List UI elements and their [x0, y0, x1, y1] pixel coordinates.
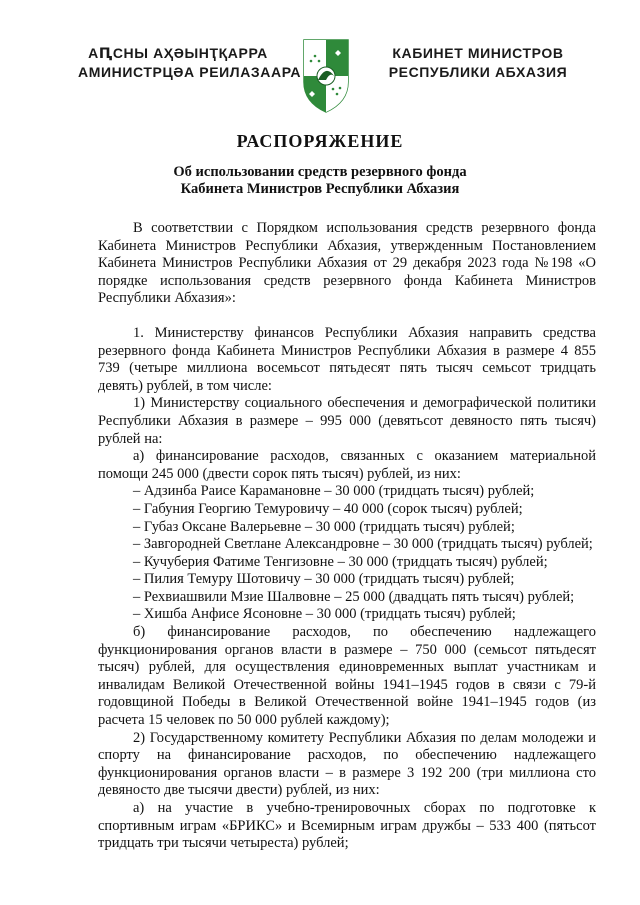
item-1-1-a-paragraph: а) финансирование расходов, связанных с оказанием материальной помощи 245 000 (двести сорок пять тысяч) рублей, из них:	[98, 448, 596, 482]
item-1-2-a-paragraph: а) на участие в учебно-тренировочных сборах по подготовке к спортивным играм «БРИКС» и Всемирным играм дружбы – 533 400 (пятьсот тридцать три тысячи четыреста) рублей;	[98, 800, 596, 852]
item-1-2-paragraph: 2) Государственному комитету Республики Абхазия по делам молодежи и спорту на финансирование расходов, по обеспечению надлежащего функционирования органов власти – в размере 3 192 200 (три миллиона сто девяносто две тысячи двести) рублей, из них:	[98, 729, 596, 799]
recipient-list-item: – Пилия Темуру Шотовичу – 30 000 (тридцать тысяч) рублей;	[98, 571, 596, 589]
header-left-line1: АԤСНЫ АҲӘЫНҬҚАРРА	[88, 45, 268, 61]
item-1-1-b-paragraph: б) финансирование расходов, по обеспечению надлежащего функционирования органов власти в размере – 750 000 (семьсот пятьдесят тысяч) рублей, для осуществления единовременных выплат участникам и инвалидам Великой Отечественной войны 1941–1945 годов в связи с 79-й годовщиной Победы в Великой Отечественной войне 1941–1945 годов (из расчета 15 человек по 50 000 рублей каждому);	[98, 624, 596, 729]
header-right-line1: КАБИНЕТ МИНИСТРОВ	[392, 45, 564, 61]
recipient-list-item: – Габуния Георгию Темуровичу – 40 000 (сорок тысяч) рублей;	[98, 501, 596, 519]
header-left-line2: АМИНИСТРЦӘА РЕИЛАЗААРА	[78, 64, 302, 80]
item-1-1-paragraph: 1) Министерству социального обеспечения и демографической политики Республики Абхазия в размере – 995 000 (девятьсот девяносто пять тысяч) рублей на:	[98, 395, 596, 447]
ministry-header-russian	[378, 44, 578, 82]
document-subtitle	[0, 164, 640, 198]
item-1-paragraph: 1. Министерству финансов Республики Абхазия направить средства резервного фонда Кабинета Министров Республики Абхазия в размере 4 855 739 (четыре миллиона восемьсот пятьдесят пять тысяч семьсот тридцать девять) рублей, в том числе:	[98, 324, 596, 394]
recipient-list-item: – Кучуберия Фатиме Тенгизовне – 30 000 (тридцать тысяч) рублей;	[98, 554, 596, 572]
subtitle-line1: Об использовании средств резервного фонда	[173, 164, 467, 180]
recipient-list-item: – Губаз Оксане Валерьевне – 30 000 (тридцать тысяч) рублей;	[98, 519, 596, 537]
header-right-line2: РЕСПУБЛИКИ АБХАЗИЯ	[388, 64, 568, 80]
recipient-list-item: – Адзинба Раисе Карамановне – 30 000 (тридцать тысяч) рублей;	[98, 483, 596, 501]
coat-of-arms-icon	[300, 36, 352, 114]
recipient-list-item: – Завгородней Светлане Александровне – 30 000 (тридцать тысяч) рублей;	[98, 536, 596, 554]
subtitle-line2: Кабинета Министров Республики Абхазия	[180, 181, 460, 197]
document-title: РАСПОРЯЖЕНИЕ	[236, 131, 404, 151]
ministry-header-abkhaz	[78, 44, 302, 82]
preamble-paragraph: В соответствии с Порядком использования средств резервного фонда Кабинета Министров Республики Абхазия, утвержденным Постановлением Кабинета Министров Республики Абхазия от 29 декабря 2023 года №198 «О порядке использования средств резервного фонда Кабинета Министров Республики Абхазия»:	[98, 220, 596, 307]
recipient-list-item: – Рехвиашвили Мзие Шалвовне – 25 000 (двадцать пять тысяч) рублей;	[98, 589, 596, 607]
recipient-list-item: – Хишба Анфисе Ясоновне – 30 000 (тридцать тысяч) рублей;	[98, 606, 596, 624]
document-body	[98, 220, 596, 853]
